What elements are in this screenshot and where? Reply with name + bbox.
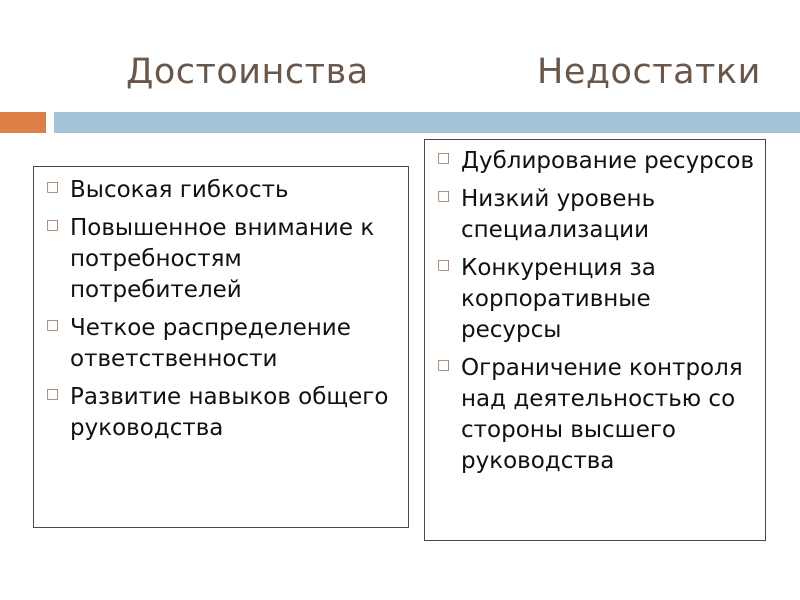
header-bar: [54, 112, 800, 133]
accent-bar: [0, 112, 46, 133]
list-item: [435, 353, 757, 477]
list-item-text: Низкий уровень специализации: [461, 186, 656, 243]
list-item: [44, 313, 400, 375]
square-bullet-icon: □: [437, 257, 451, 273]
list-item: [44, 175, 400, 206]
square-bullet-icon: □: [437, 150, 451, 166]
advantages-panel: [33, 166, 409, 528]
list-item: [44, 213, 400, 306]
advantages-heading: Достоинства: [126, 52, 369, 92]
list-item-text: Четкое распределение ответственности: [70, 315, 351, 372]
square-bullet-icon: □: [46, 217, 60, 233]
square-bullet-icon: □: [437, 188, 451, 204]
list-item-text: Ограничение контроля над деятельностью со стороны высшего руководства: [461, 355, 743, 474]
list-item-text: Высокая гибкость: [70, 177, 289, 203]
square-bullet-icon: □: [46, 386, 60, 402]
list-item-text: Развитие навыков общего руководства: [70, 384, 389, 441]
disadvantages-list: [435, 146, 757, 477]
list-item: [435, 146, 757, 177]
list-item: [435, 184, 757, 246]
list-item: [435, 253, 757, 346]
disadvantages-panel: [424, 139, 766, 541]
list-item-text: Дублирование ресурсов: [461, 148, 755, 174]
list-item-text: Конкуренция за корпоративные ресурсы: [461, 255, 656, 343]
list-item-text: Повышенное внимание к потребностям потребителей: [70, 215, 375, 303]
square-bullet-icon: □: [46, 317, 60, 333]
square-bullet-icon: □: [437, 357, 451, 373]
list-item: [44, 382, 400, 444]
advantages-list: [44, 175, 400, 444]
disadvantages-heading: Недостатки: [537, 52, 761, 92]
square-bullet-icon: □: [46, 179, 60, 195]
